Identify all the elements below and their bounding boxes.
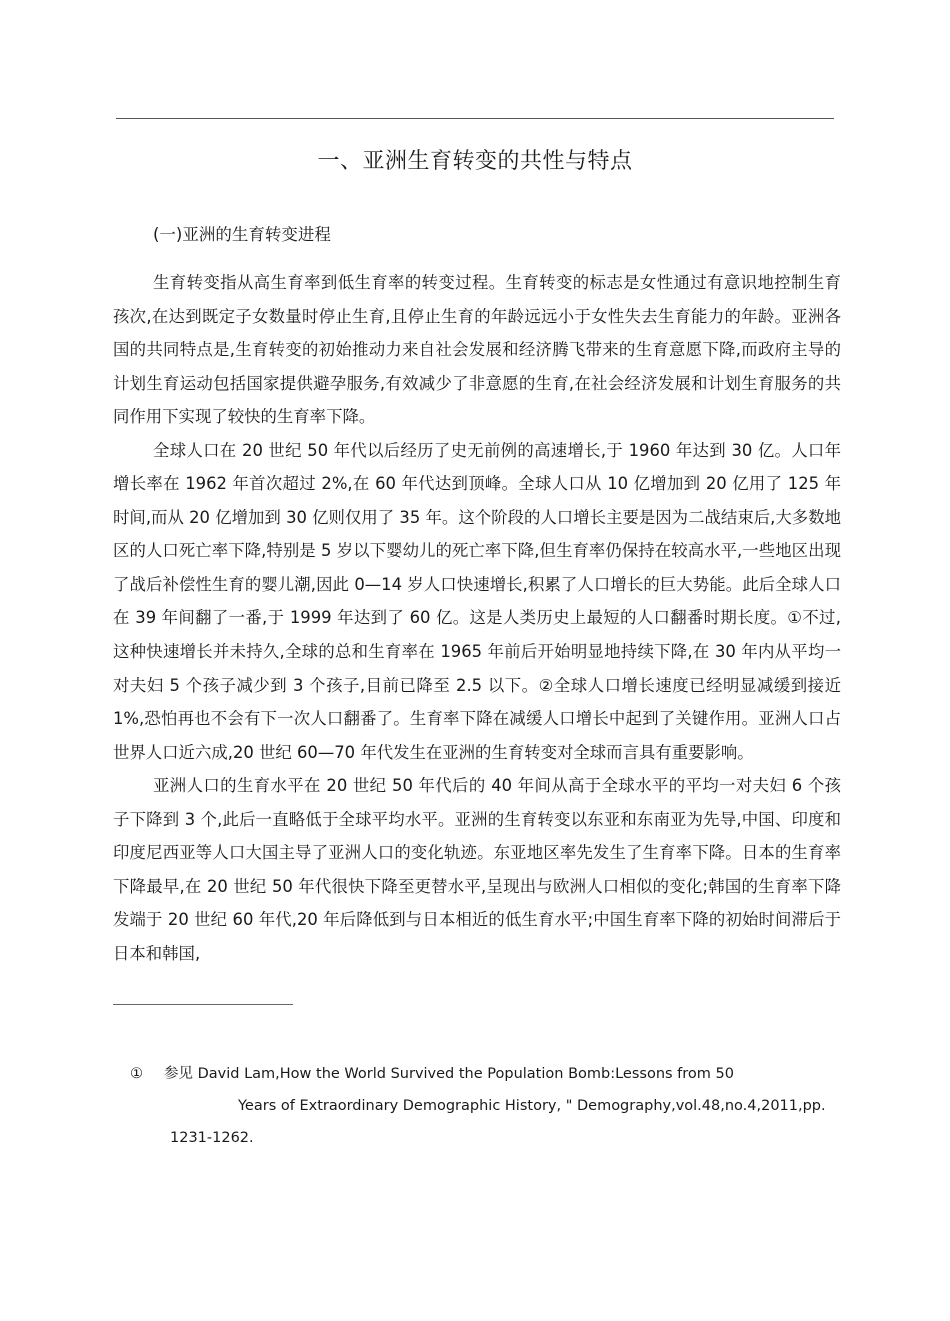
footnote-line-1: 参见 David Lam,How the World Survived the Population Bomb:Lessons from 50 <box>164 1066 734 1082</box>
paragraph-2: 全球人口在 20 世纪 50 年代以后经历了史无前例的高速增长,于 1960 年达到 30 亿。人口年增长率在 1962 年首次超过 2%,在 60 年代达到顶峰。全球人口从 10 亿增加到 20 亿用了 125 年时间,而从 20 亿增加到 30 亿则仅用了 35 年。这个阶段的人口增长主要是因为二战结束后,大多数地区的人口死亡率下降,特别是 5 岁以下婴幼儿的死亡率下降,但生育率仍保持在较高水平,一些地区出现了战后补偿性生育的婴儿潮,因此 0—14 岁人口快速增长,积累了人口增长的巨大势能。此后全球人口在 39 年间翻了一番,于 1999 年达到了 60 亿。这是人类历史上最短的人口翻番时期长度。①不过,这种快速增长并未持久,全球的总和生育率在 1965 年前后开始明显地持续下降,在 30 年内从平均一对夫妇 5 个孩子减少到 3 个孩子,目前已降至 2.5 以下。②全球人口增长速度已经明显减缓到接近 1%,恐怕再也不会有下一次人口翻番了。生育率下降在减缓人口增长中起到了关键作用。亚洲人口占世界人口近六成,20 世纪 60—70 年代发生在亚洲的生育转变对全球而言具有重要影响。 <box>113 440 841 762</box>
body-text <box>113 266 841 970</box>
footnote-line-2: Years of Extraordinary Demographic History, " Demography,vol.48,no.4,2011,pp. <box>238 1098 826 1114</box>
header-divider <box>116 118 834 119</box>
subsection-heading: (一)亚洲的生育转变进程 <box>153 225 331 244</box>
paragraph-1: 生育转变指从高生育率到低生育率的转变过程。生育转变的标志是女性通过有意识地控制生育孩次,在达到既定子女数量时停止生育,且停止生育的年龄远远小于女性失去生育能力的年龄。亚洲各国的共同特点是,生育转变的初始推动力来自社会发展和经济腾飞带来的生育意愿下降,而政府主导的计划生育运动包括国家提供避孕服务,有效减少了非意愿的生育,在社会经济发展和计划生育服务的共同作用下实现了较快的生育率下降。 <box>113 273 841 427</box>
section-title: 一、亚洲生育转变的共性与特点 <box>317 149 633 174</box>
footnote-marker: ① <box>130 1066 143 1082</box>
footnote-divider <box>113 1004 293 1005</box>
paragraph-3: 亚洲人口的生育水平在 20 世纪 50 年代后的 40 年间从高于全球水平的平均一对夫妇 6 个孩子下降到 3 个,此后一直略低于全球平均水平。亚洲的生育转变以东亚和东南亚为先导,中国、印度和印度尼西亚等人口大国主导了亚洲人口的变化轨迹。东亚地区率先发生了生育率下降。日本的生育率下降最早,在 20 世纪 50 年代很快下降至更替水平,呈现出与欧洲人口相似的变化;韩国的生育率下降发端于 20 世纪 60 年代,20 年后降低到与日本相近的低生育水平;中国生育率下降的初始时间滞后于日本和韩国, <box>113 776 841 963</box>
footnote <box>130 1058 840 1154</box>
footnote-line-3: 1231-1262. <box>170 1130 254 1146</box>
